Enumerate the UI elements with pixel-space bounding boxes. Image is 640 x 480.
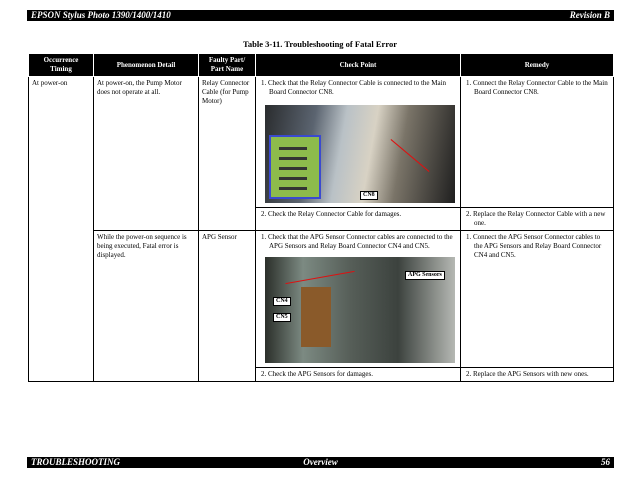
- footer-section: TROUBLESHOOTING: [31, 457, 121, 467]
- table-row: [29, 231, 614, 368]
- relay-connector-photo: [265, 105, 455, 203]
- revision: Revision B: [569, 10, 610, 20]
- col-header: Phenomenon Detail: [94, 54, 199, 77]
- remedy-text: 2. Replace the APG Sensors with new ones.: [466, 370, 589, 378]
- table-row: [29, 77, 614, 208]
- apg-sensor-photo: [265, 257, 455, 363]
- photo-label: APG Sensors: [405, 271, 445, 280]
- col-header: Occurrence Timing: [29, 54, 94, 77]
- checkpoint-text: 1. Check that the APG Sensor Connector cables are connected to the APG Sensors and Relay Board Connector CN4 and CN5.: [261, 233, 453, 250]
- photo-label: CN4: [273, 297, 291, 306]
- checkpoint-cell: [256, 208, 461, 231]
- col-header: Check Point: [256, 54, 461, 77]
- photo-label: CN5: [273, 313, 291, 322]
- page-number: 56: [601, 457, 610, 467]
- checkpoint-cell: [256, 77, 461, 208]
- remedy-text: 1. Connect the Relay Connector Cable to the Main Board Connector CN8.: [466, 79, 608, 96]
- main-board: [269, 135, 321, 199]
- col-header: Faulty Part/ Part Name: [199, 54, 256, 77]
- checkpoint-cell: [256, 231, 461, 368]
- page-footer: [27, 457, 614, 468]
- table-title: Table 3-11. Troubleshooting of Fatal Error: [243, 39, 397, 49]
- troubleshooting-table: [28, 53, 614, 382]
- checkpoint-text: 2. Check the Relay Connector Cable for damages.: [261, 210, 402, 218]
- remedy-cell: [461, 77, 614, 208]
- photo-label: CN8: [360, 191, 378, 200]
- remedy-text: 2. Replace the Relay Connector Cable with a new one.: [466, 210, 606, 227]
- part-cell: APG Sensor: [199, 231, 256, 382]
- phenomenon-cell: At power-on, the Pump Motor does not operate at all.: [94, 77, 199, 231]
- table-header: [29, 54, 614, 77]
- checkpoint-text: 2. Check the APG Sensors for damages.: [261, 370, 373, 378]
- checkpoint-cell: [256, 368, 461, 382]
- relay-board: [301, 287, 331, 347]
- phenomenon-cell: While the power-on sequence is being executed, Fatal error is displayed.: [94, 231, 199, 382]
- part-cell: Relay Connector Cable (for Pump Motor): [199, 77, 256, 231]
- col-header: Remedy: [461, 54, 614, 77]
- remedy-cell: [461, 231, 614, 368]
- footer-topic: Overview: [303, 457, 338, 467]
- page-header: [27, 10, 614, 21]
- remedy-cell: [461, 368, 614, 382]
- timing-cell: At power-on: [29, 77, 94, 382]
- document-title: EPSON Stylus Photo 1390/1400/1410: [31, 10, 171, 20]
- checkpoint-text: 1. Check that the Relay Connector Cable is connected to the Main Board Connector CN8.: [261, 79, 447, 96]
- remedy-text: 1. Connect the APG Sensor Connector cables to the APG Sensors and Relay Board Connector CN4 and CN5.: [466, 233, 602, 259]
- remedy-cell: [461, 208, 614, 231]
